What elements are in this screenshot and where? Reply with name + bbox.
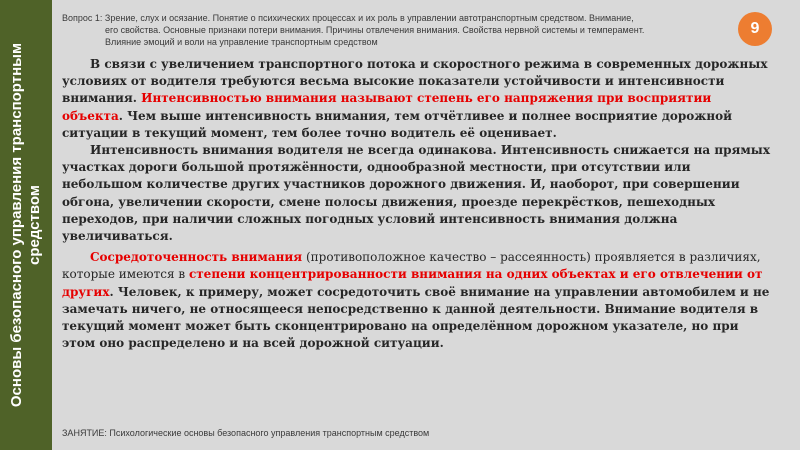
lesson-footer: ЗАНЯТИЕ: Психологические основы безопасного управления транспортным средством [62,428,430,438]
question-line-3: Влияние эмоций и воли на управление транспортным средством [105,37,378,47]
paragraph-3-text-b: . Человек, к примеру, может сосредоточить своё внимание на управлении автомобилем и не замечать ничего, не относящееся непосредственно к данной деятельности. Внимание водителя в текущий момент может быть сконцентрировано на определённом дорожном указателе, но при этом оно распределено и на всей дорожной ситуации. [62,284,770,351]
paragraph-2-text: Интенсивность внимания водителя не всегда одинакова. Интенсивность снижается на прямых участках дороги большой протяжённости, однообразной местности, при отсутствии или небольшом количестве других участников дорожного движения. И, наоборот, при совершении обгона, увеличении скорости, смене полосы движения, проезде перекрёстков, пешеходных переходов, при наличии сложных погодных условий интенсивность внимания должна увеличиваться. [62,143,770,244]
concentration-definition: степени концентрированности внимания на одних объектах и его отвлечении от других [62,267,763,299]
slide-content [52,0,800,450]
paragraph-intensity-variation [62,142,772,245]
paragraph-concentration [62,249,772,352]
question-line-1: Вопрос 1: Зрение, слух и осязание. Понятие о психических процессах и их роль в управлении автотранспортным средством. Внимание, [62,13,634,23]
page-number-badge: 9 [738,12,772,46]
body-text [62,56,772,352]
paragraph-intensity [62,56,772,142]
concentration-term: Сосредоточенность внимания [90,250,303,265]
sidebar-title: Основы безопасного управления транспортным средством [8,42,43,408]
paragraph-3-normal: (противоположное качество – рассеянность) проявляется в различиях, которые имеются в [62,250,761,282]
intensity-definition: Интенсивностью внимания называют степень его напряжения при восприятии объекта [62,91,712,123]
paragraph-1-text-b: . Чем выше интенсивность внимания, тем отчётливее и полнее восприятие дорожной ситуации в текущий момент, тем более точно водитель её оценивает. [62,108,733,140]
question-line-2: его свойства. Основные признаки потери внимания. Причины отвлечения внимания. Свойства нервной системы и темперамент. [105,25,645,35]
sidebar [0,0,52,450]
paragraph-1-text-a: В связи с увеличением транспортного потока и скоростного режима в современных дорожных условиях от водителя требуются весьма высокие показатели устойчивости и интенсивности внимания. [62,57,768,106]
question-header [62,12,717,48]
